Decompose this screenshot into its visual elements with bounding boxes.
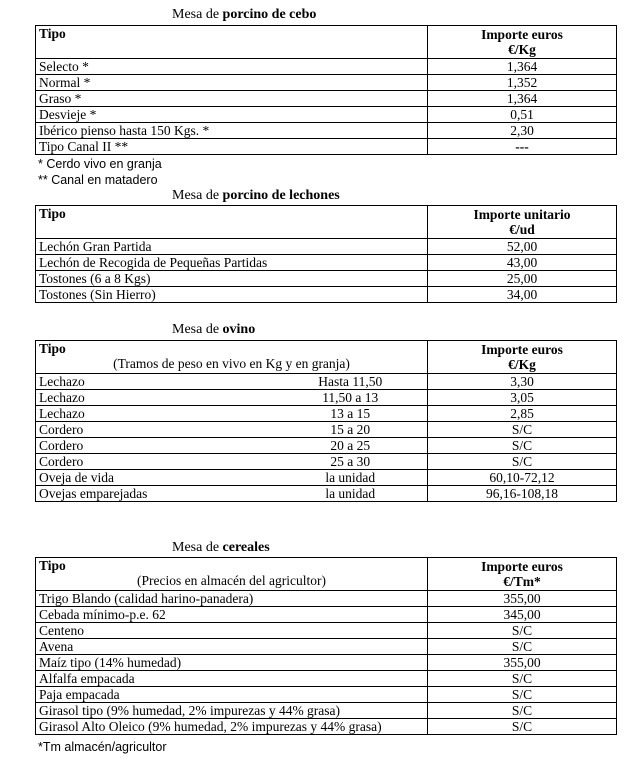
table-row (36, 390, 617, 406)
ovino-row-tramo: Hasta 11,50 (274, 374, 428, 390)
lechones-row-importe: 34,00 (428, 287, 617, 303)
table-row (36, 470, 617, 486)
lechones-head-importe (428, 206, 617, 239)
cereales-title (172, 540, 270, 556)
ovino-row-tipo: Cordero (36, 438, 274, 454)
table-row (36, 406, 617, 422)
cebo-head-importe (428, 26, 617, 59)
cebo-row-tipo: Desvieje * (36, 107, 428, 123)
ovino-row-tramo: 20 a 25 (274, 438, 428, 454)
cereales-row-tipo: Avena (36, 639, 428, 655)
cebo-note-2: ** Canal en matadero (38, 173, 158, 187)
cebo-header-row (36, 26, 617, 59)
cereales-head-importe-label: Importe euros (481, 559, 563, 574)
cebo-table (35, 25, 617, 155)
ovino-row-tipo: Lechazo (36, 374, 274, 390)
cereales-row-tipo: Centeno (36, 623, 428, 639)
cebo-head-unit: €/Kg (508, 42, 536, 57)
ovino-row-tramo: la unidad (274, 486, 428, 502)
table-row (36, 75, 617, 91)
table-row (36, 239, 617, 255)
ovino-row-tipo: Oveja de vida (36, 470, 274, 486)
cebo-row-tipo: Tipo Canal II ** (36, 139, 428, 155)
table-row (36, 287, 617, 303)
ovino-row-tramo: 13 a 15 (274, 406, 428, 422)
table-row (36, 719, 617, 735)
cereales-note: *Tm almacén/agricultor (38, 740, 167, 754)
ovino-title-bold: ovino (222, 322, 256, 337)
table-row (36, 374, 617, 390)
cereales-head-unit: €/Tm* (503, 574, 541, 589)
cereales-head-importe (428, 558, 617, 591)
table-row (36, 139, 617, 155)
ovino-head-importe (428, 341, 617, 374)
ovino-row-tramo: la unidad (274, 470, 428, 486)
ovino-row-tipo: Cordero (36, 454, 274, 470)
table-row (36, 107, 617, 123)
table-row (36, 591, 617, 607)
cereales-table (35, 557, 617, 735)
table-row (36, 91, 617, 107)
cereales-row-tipo: Paja empacada (36, 687, 428, 703)
table-row (36, 639, 617, 655)
ovino-row-importe: S/C (428, 438, 617, 454)
ovino-row-importe: 2,85 (428, 406, 617, 422)
cebo-row-importe: 1,364 (428, 59, 617, 75)
cereales-row-importe: S/C (428, 687, 617, 703)
ovino-row-tipo: Cordero (36, 422, 274, 438)
table-row (36, 655, 617, 671)
table-row (36, 438, 617, 454)
lechones-head-unit: €/ud (509, 222, 535, 237)
lechones-table (35, 205, 617, 303)
lechones-row-tipo: Lechón Gran Partida (36, 239, 428, 255)
lechones-row-tipo: Lechón de Recogida de Pequeñas Partidas (36, 255, 428, 271)
table-row (36, 607, 617, 623)
cebo-head-tipo: Tipo (36, 26, 428, 59)
ovino-row-tipo: Lechazo (36, 406, 274, 422)
lechones-header-row (36, 206, 617, 239)
cebo-note-1: * Cerdo vivo en granja (38, 157, 162, 171)
cereales-row-tipo: Cebada mínimo-p.e. 62 (36, 607, 428, 623)
table-row (36, 422, 617, 438)
ovino-head-importe-label: Importe euros (481, 342, 563, 357)
cebo-row-tipo: Normal * (36, 75, 428, 91)
cereales-row-importe: S/C (428, 671, 617, 687)
cebo-row-importe: 2,30 (428, 123, 617, 139)
table-row (36, 623, 617, 639)
ovino-row-importe: S/C (428, 454, 617, 470)
cebo-row-importe: --- (428, 139, 617, 155)
cebo-title-bold: porcino de cebo (222, 7, 317, 22)
cereales-row-importe: S/C (428, 703, 617, 719)
cereales-row-tipo: Alfalfa empacada (36, 671, 428, 687)
table-row (36, 123, 617, 139)
cebo-row-importe: 1,364 (428, 91, 617, 107)
cebo-row-importe: 1,352 (428, 75, 617, 91)
ovino-row-importe: 60,10-72,12 (428, 470, 617, 486)
cereales-head-sub: (Precios en almacén del agricultor) (137, 573, 326, 588)
cereales-header-row (36, 558, 617, 591)
lechones-row-tipo: Tostones (Sin Hierro) (36, 287, 428, 303)
cereales-row-importe: S/C (428, 623, 617, 639)
cereales-row-importe: S/C (428, 639, 617, 655)
cebo-row-tipo: Graso * (36, 91, 428, 107)
cereales-row-importe: 355,00 (428, 655, 617, 671)
lechones-title-bold: porcino de lechones (222, 188, 340, 203)
ovino-row-tipo: Ovejas emparejadas (36, 486, 274, 502)
ovino-row-importe: 3,05 (428, 390, 617, 406)
lechones-row-importe: 25,00 (428, 271, 617, 287)
table-row (36, 255, 617, 271)
lechones-title (172, 188, 340, 204)
lechones-row-importe: 52,00 (428, 239, 617, 255)
lechones-row-tipo: Tostones (6 a 8 Kgs) (36, 271, 428, 287)
ovino-header-row (36, 341, 617, 374)
table-row (36, 671, 617, 687)
ovino-title-prefix: Mesa de (172, 322, 223, 337)
ovino-title (172, 322, 255, 338)
ovino-head-sub: (Tramos de peso en vivo en Kg y en granja) (113, 356, 350, 371)
ovino-row-tramo: 25 a 30 (274, 454, 428, 470)
ovino-head-tipo (36, 341, 428, 374)
table-row (36, 271, 617, 287)
ovino-row-importe: 3,30 (428, 374, 617, 390)
ovino-row-importe: S/C (428, 422, 617, 438)
ovino-head-unit: €/Kg (508, 357, 536, 372)
cebo-row-tipo: Selecto * (36, 59, 428, 75)
cereales-row-importe: S/C (428, 719, 617, 735)
cereales-title-bold: cereales (222, 540, 270, 555)
cebo-row-tipo: Ibérico pienso hasta 150 Kgs. * (36, 123, 428, 139)
ovino-row-tipo: Lechazo (36, 390, 274, 406)
cereales-row-tipo: Maíz tipo (14% humedad) (36, 655, 428, 671)
cereales-row-importe: 345,00 (428, 607, 617, 623)
ovino-table (35, 340, 617, 502)
table-row (36, 687, 617, 703)
cebo-title-prefix: Mesa de (172, 7, 223, 22)
table-row (36, 454, 617, 470)
ovino-row-tramo: 15 a 20 (274, 422, 428, 438)
cereales-head-tipo-label: Tipo (39, 558, 66, 573)
lechones-row-importe: 43,00 (428, 255, 617, 271)
cereales-row-tipo: Girasol tipo (9% humedad, 2% impurezas y 44% grasa) (36, 703, 428, 719)
cereales-row-importe: 355,00 (428, 591, 617, 607)
cereales-head-tipo (36, 558, 428, 591)
lechones-head-tipo: Tipo (36, 206, 428, 239)
cebo-title (172, 7, 316, 23)
table-row (36, 486, 617, 502)
cereales-title-prefix: Mesa de (172, 540, 223, 555)
ovino-row-tramo: 11,50 a 13 (274, 390, 428, 406)
cebo-row-importe: 0,51 (428, 107, 617, 123)
ovino-row-importe: 96,16-108,18 (428, 486, 617, 502)
lechones-head-importe-label: Importe unitario (473, 207, 571, 222)
cereales-row-tipo: Trigo Blando (calidad harino-panadera) (36, 591, 428, 607)
lechones-title-prefix: Mesa de (172, 188, 223, 203)
table-row (36, 59, 617, 75)
ovino-head-tipo-label: Tipo (39, 341, 66, 356)
table-row (36, 703, 617, 719)
cereales-row-tipo: Girasol Alto Oleico (9% humedad, 2% impurezas y 44% grasa) (36, 719, 428, 735)
cebo-head-importe-label: Importe euros (481, 27, 563, 42)
